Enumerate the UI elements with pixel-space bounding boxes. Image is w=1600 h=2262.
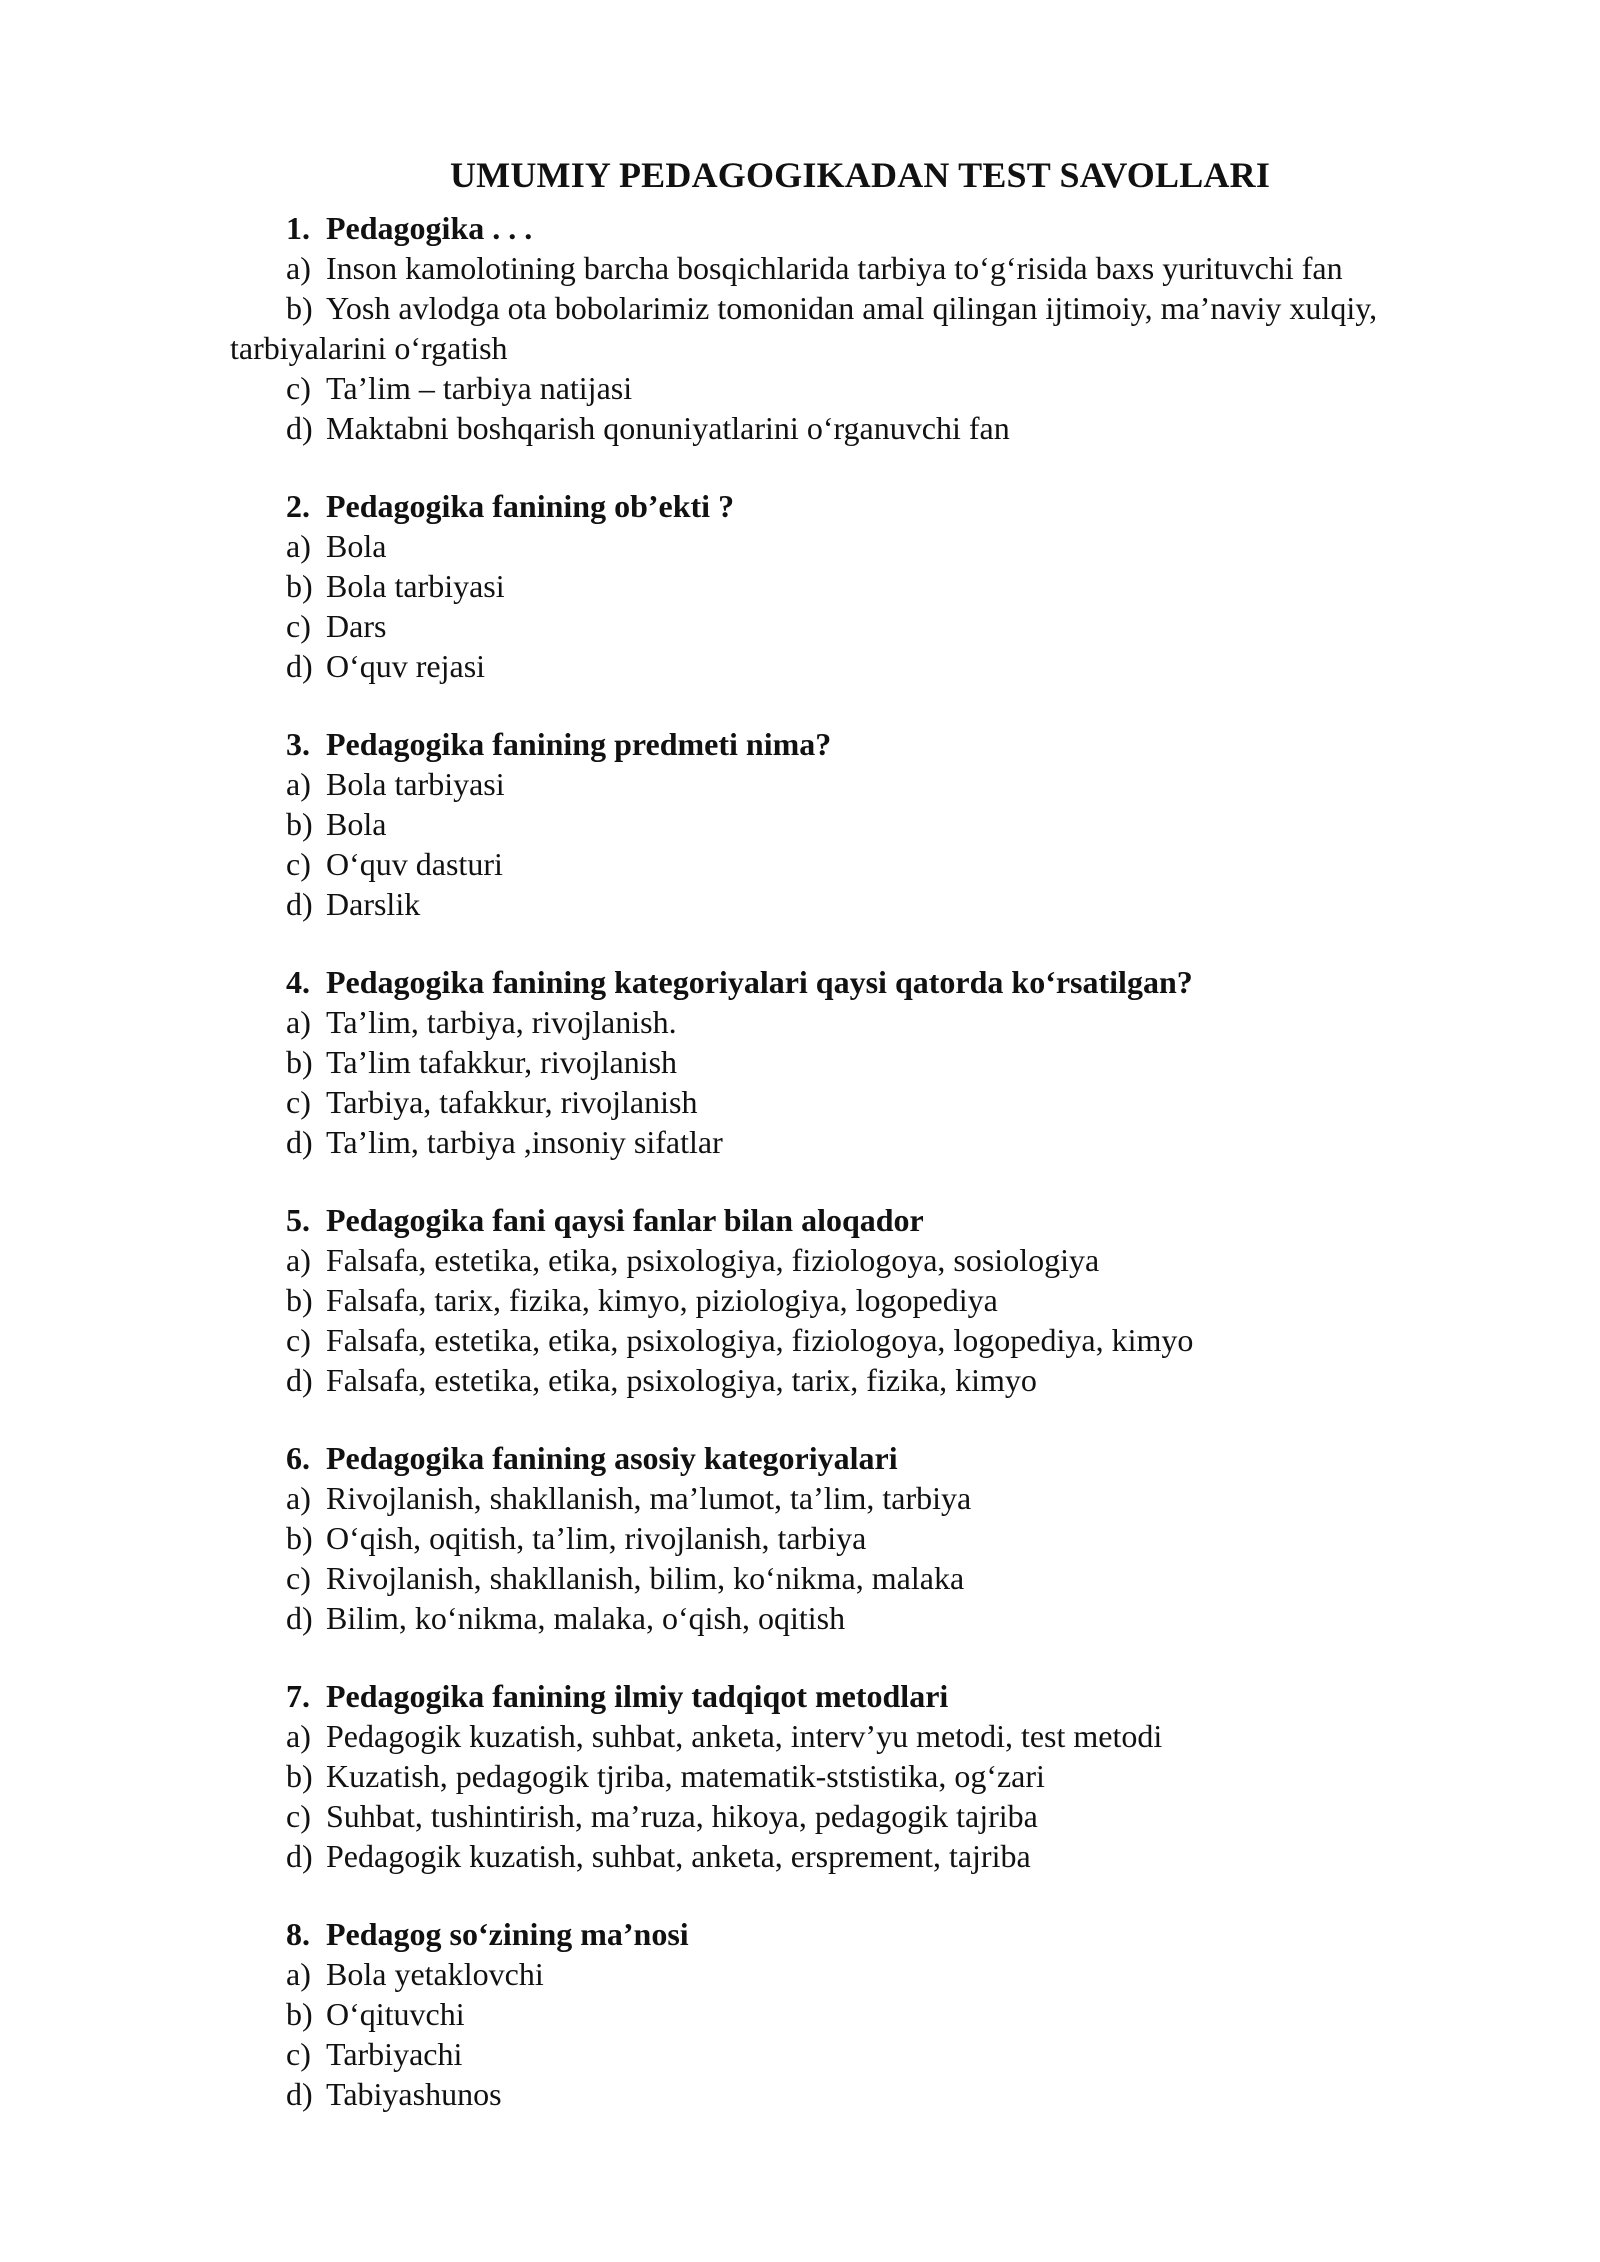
answer-option-d: [0, 408, 1600, 448]
answer-option-a: [0, 1716, 1600, 1756]
option-text: Ta’lim – tarbiya natijasi: [326, 370, 633, 406]
answer-options: [0, 1716, 1600, 1876]
answer-options: [0, 1478, 1600, 1638]
option-letter: b): [286, 1758, 313, 1794]
option-letter: a): [286, 1480, 311, 1516]
question-1: [0, 208, 1600, 448]
answer-options: [0, 248, 1600, 448]
question-7: [0, 1676, 1600, 1876]
option-text: Bola: [326, 528, 387, 564]
answer-option-c: [0, 1796, 1600, 1836]
answer-option-d: [0, 1360, 1600, 1400]
question-6: [0, 1438, 1600, 1638]
option-text: Ta’lim tafakkur, rivojlanish: [326, 1044, 678, 1080]
answer-option-c: [0, 2034, 1600, 2074]
option-letter: b): [286, 290, 313, 326]
option-text: Falsafa, estetika, etika, psixologiya, tarix, fizika, kimyo: [326, 1362, 1037, 1398]
question-text: Pedagogika fanining ilmiy tadqiqot metodlari: [326, 1678, 949, 1714]
question-3: [0, 724, 1600, 924]
question-text: Pedagogika . . .: [326, 210, 533, 246]
option-text: O‘quv dasturi: [326, 846, 503, 882]
option-letter: b): [286, 806, 313, 842]
option-letter: a): [286, 250, 311, 286]
question-number: 4.: [286, 964, 310, 1000]
question-text: Pedagogika fani qaysi fanlar bilan aloqador: [326, 1202, 924, 1238]
answer-option-b: [0, 1280, 1600, 1320]
answer-option-c: [0, 1320, 1600, 1360]
answer-option-a: [0, 248, 1600, 288]
question-8: [0, 1914, 1600, 2114]
option-text: Bola yetaklovchi: [326, 1956, 544, 1992]
option-letter: d): [286, 1124, 313, 1160]
option-letter: c): [286, 1798, 311, 1834]
option-text: O‘qituvchi: [326, 1996, 465, 2032]
option-text-continued: tarbiyalarini o‘rgatish: [230, 330, 508, 366]
question-text: Pedagogika fanining kategoriyalari qaysi qatorda ko‘rsatilgan?: [326, 964, 1193, 1000]
question-text: Pedagogika fanining predmeti nima?: [326, 726, 832, 762]
answer-option-c: [0, 606, 1600, 646]
answer-option-b: [0, 288, 1600, 368]
option-text: Tarbiya, tafakkur, rivojlanish: [326, 1084, 698, 1120]
option-text: Bilim, ko‘nikma, malaka, o‘qish, oqitish: [326, 1600, 846, 1636]
option-text: Ta’lim, tarbiya ,insoniy sifatlar: [326, 1124, 723, 1160]
option-text: Rivojlanish, shakllanish, bilim, ko‘nikma, malaka: [326, 1560, 965, 1596]
option-letter: d): [286, 1838, 313, 1874]
answer-option-a: [0, 1002, 1600, 1042]
answer-option-b: [0, 1994, 1600, 2034]
answer-options: [0, 1240, 1600, 1400]
question-heading: [0, 208, 1600, 248]
answer-option-b: [0, 566, 1600, 606]
question-5: [0, 1200, 1600, 1400]
question-number: 1.: [286, 210, 310, 246]
option-letter: d): [286, 1600, 313, 1636]
answer-option-d: [0, 884, 1600, 924]
option-letter: c): [286, 1322, 311, 1358]
option-letter: d): [286, 648, 313, 684]
option-letter: c): [286, 1084, 311, 1120]
answer-option-a: [0, 764, 1600, 804]
answer-option-b: [0, 1518, 1600, 1558]
document-title: UMUMIY PEDAGOGIKADAN TEST SAVOLLARI: [449, 155, 1271, 195]
question-text: Pedagog so‘zining ma’nosi: [326, 1916, 689, 1952]
option-letter: d): [286, 2076, 313, 2112]
option-text: Falsafa, estetika, etika, psixologiya, fiziologoya, sosiologiya: [326, 1242, 1100, 1278]
option-text: O‘quv rejasi: [326, 648, 486, 684]
option-letter: c): [286, 608, 311, 644]
answer-option-a: [0, 1478, 1600, 1518]
option-text: Dars: [326, 608, 387, 644]
answer-option-d: [0, 2074, 1600, 2114]
answer-option-a: [0, 1954, 1600, 1994]
option-line: [0, 288, 1600, 328]
question-number: 5.: [286, 1202, 310, 1238]
answer-option-d: [0, 1598, 1600, 1638]
answer-option-b: [0, 1042, 1600, 1082]
option-text: O‘qish, oqitish, ta’lim, rivojlanish, tarbiya: [326, 1520, 867, 1556]
option-letter: c): [286, 2036, 311, 2072]
answer-option-b: [0, 804, 1600, 844]
option-letter: a): [286, 1242, 311, 1278]
answer-option-d: [0, 646, 1600, 686]
question-2: [0, 486, 1600, 686]
option-text: Pedagogik kuzatish, suhbat, anketa, ersprement, tajriba: [326, 1838, 1031, 1874]
answer-option-a: [0, 1240, 1600, 1280]
option-text: Kuzatish, pedagogik tjriba, matematik-ststistika, og‘zari: [326, 1758, 1045, 1794]
option-letter: b): [286, 568, 313, 604]
option-letter: a): [286, 1718, 311, 1754]
answer-option-c: [0, 1558, 1600, 1598]
option-text: Suhbat, tushintirish, ma’ruza, hikoya, pedagogik tajriba: [326, 1798, 1038, 1834]
answer-option-b: [0, 1756, 1600, 1796]
option-letter: b): [286, 1996, 313, 2032]
option-letter: a): [286, 1004, 311, 1040]
option-letter: b): [286, 1520, 313, 1556]
answer-option-d: [0, 1122, 1600, 1162]
answer-option-a: [0, 526, 1600, 566]
question-heading: [0, 1200, 1600, 1240]
option-text: Tabiyashunos: [326, 2076, 502, 2112]
option-text: Pedagogik kuzatish, suhbat, anketa, interv’yu metodi, test metodi: [326, 1718, 1163, 1754]
option-letter: a): [286, 1956, 311, 1992]
option-text: Bola: [326, 806, 387, 842]
option-letter: b): [286, 1044, 313, 1080]
answer-options: [0, 526, 1600, 686]
option-letter: d): [286, 886, 313, 922]
question-list: [0, 208, 1600, 2114]
option-letter: a): [286, 528, 311, 564]
answer-option-c: [0, 1082, 1600, 1122]
question-number: 2.: [286, 488, 310, 524]
option-text: Inson kamolotining barcha bosqichlarida tarbiya to‘g‘risida baxs yurituvchi fan: [326, 250, 1343, 286]
option-text: Falsafa, estetika, etika, psixologiya, fiziologoya, logopediya, kimyo: [326, 1322, 1194, 1358]
option-text: Yosh avlodga ota bobolarimiz tomonidan amal qilingan ijtimoiy, ma’naviy xulqiy,: [326, 290, 1378, 326]
question-number: 7.: [286, 1678, 310, 1714]
question-4: [0, 962, 1600, 1162]
answer-option-d: [0, 1836, 1600, 1876]
question-text: Pedagogika fanining asosiy kategoriyalari: [326, 1440, 898, 1476]
question-heading: [0, 486, 1600, 526]
option-letter: c): [286, 846, 311, 882]
answer-option-c: [0, 844, 1600, 884]
option-text: Falsafa, tarix, fizika, kimyo, piziologiya, logopediya: [326, 1282, 998, 1318]
question-heading: [0, 1676, 1600, 1716]
question-number: 6.: [286, 1440, 310, 1476]
option-text: Maktabni boshqarish qonuniyatlarini o‘rganuvchi fan: [326, 410, 1010, 446]
option-letter: c): [286, 370, 311, 406]
option-letter: d): [286, 1362, 313, 1398]
option-text: Bola tarbiyasi: [326, 766, 505, 802]
answer-option-c: [0, 368, 1600, 408]
question-heading: [0, 1914, 1600, 1954]
question-heading: [0, 1438, 1600, 1478]
question-heading: [0, 962, 1600, 1002]
option-letter: d): [286, 410, 313, 446]
option-letter: a): [286, 766, 311, 802]
option-text: Tarbiyachi: [326, 2036, 463, 2072]
option-letter: c): [286, 1560, 311, 1596]
question-text: Pedagogika fanining ob’ekti ?: [326, 488, 735, 524]
answer-options: [0, 1002, 1600, 1162]
option-text: Rivojlanish, shakllanish, ma’lumot, ta’lim, tarbiya: [326, 1480, 972, 1516]
question-number: 8.: [286, 1916, 310, 1952]
option-text: Bola tarbiyasi: [326, 568, 505, 604]
question-number: 3.: [286, 726, 310, 762]
option-text: Darslik: [326, 886, 421, 922]
question-heading: [0, 724, 1600, 764]
option-letter: b): [286, 1282, 313, 1318]
option-text: Ta’lim, tarbiya, rivojlanish.: [326, 1004, 677, 1040]
answer-options: [0, 764, 1600, 924]
answer-options: [0, 1954, 1600, 2114]
